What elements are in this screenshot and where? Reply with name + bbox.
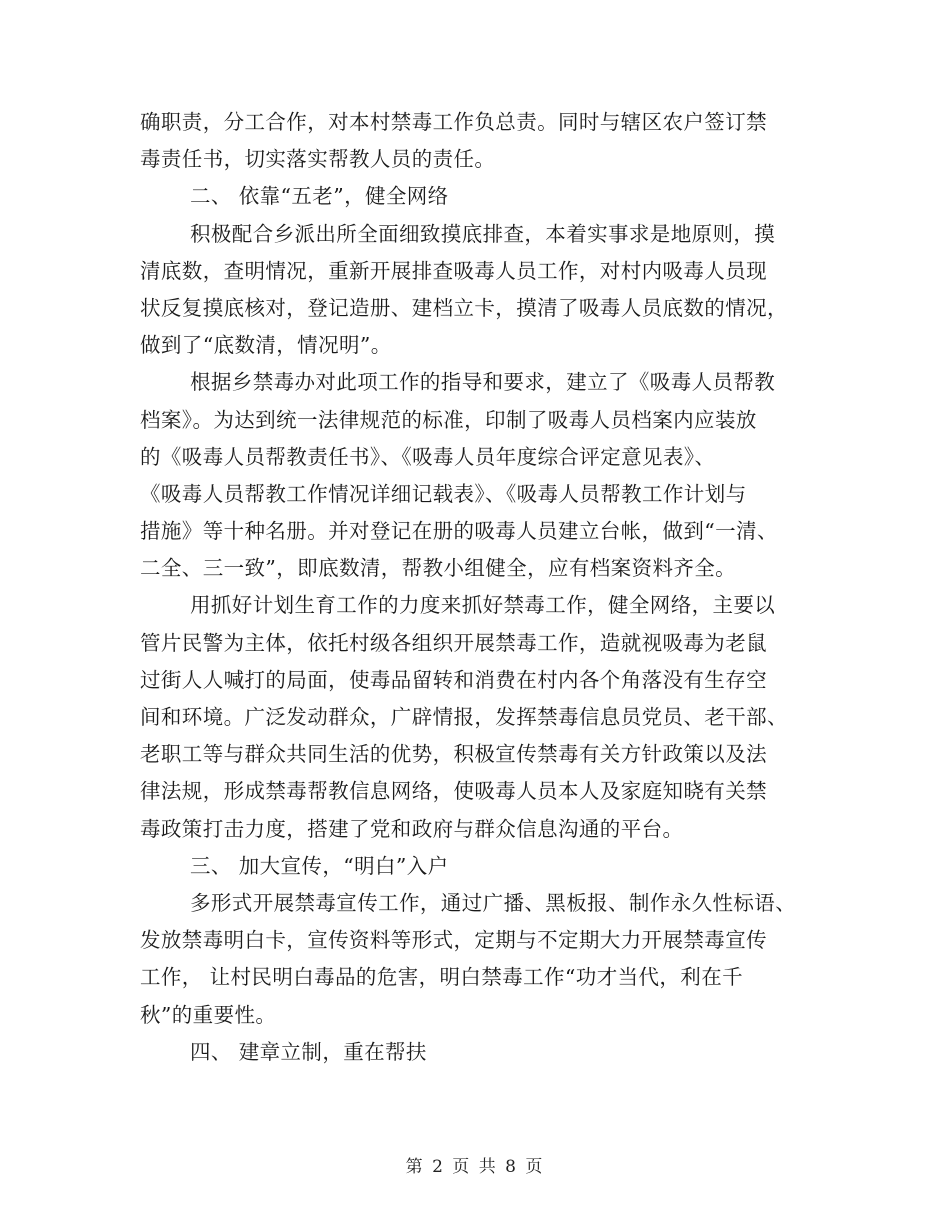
paragraph-line: 的《吸毒人员帮教责任书》、《吸毒人员年度综合评定意见表》、 xyxy=(140,444,716,469)
paragraph-line: 发放禁毒明白卡，宣传资料等形式，定期与不定期大力开展禁毒宣传 xyxy=(140,928,767,953)
paragraph-line: 根据乡禁毒办对此项工作的指导和要求，建立了《吸毒人员帮教 xyxy=(190,370,776,395)
paragraph-line: 律法规，形成禁毒帮教信息网络，使吸毒人员本人及家庭知晓有关禁 xyxy=(140,779,767,804)
section-heading: 三、 加大宣传，“明白”入户 xyxy=(190,853,449,878)
paragraph-line: 毒政策打击力度，搭建了党和政府与群众信息沟通的平台。 xyxy=(140,816,684,841)
paragraph-line: 做到了“底数清，情况明”。 xyxy=(140,333,392,358)
page-number-footer: 第 2 页 共 8 页 xyxy=(405,1157,545,1177)
paragraph-line: 工作， 让村民明白毒品的危害，明白禁毒工作“功才当代，利在千 xyxy=(140,965,743,990)
paragraph-line: 间和环境。广泛发动群众，广辟情报，发挥禁毒信息员党员、老干部、 xyxy=(140,705,788,729)
paragraph-line: 二全、三一致”，即底数清，帮教小组健全，应有档案资料齐全。 xyxy=(140,556,737,581)
paragraph-line: 《吸毒人员帮教工作情况详细记载表》、《吸毒人员帮教工作计划与 xyxy=(140,481,747,506)
paragraph-line: 措施》等十种名册。并对登记在册的吸毒人员建立台帐，做到“一清、 xyxy=(140,519,778,544)
paragraph-line: 秋”的重要性。 xyxy=(140,1002,277,1027)
paragraph-line: 状反复摸底核对，登记造册、建档立卡，摸清了吸毒人员底数的情况， xyxy=(140,295,788,320)
paragraph-line: 积极配合乡派出所全面细致摸底排查，本着实事求是地原则，摸 xyxy=(190,221,776,246)
section-heading: 四、 建章立制，重在帮扶 xyxy=(190,1039,427,1064)
paragraph-line: 毒责任书，切实落实帮教人员的责任。 xyxy=(140,147,496,172)
paragraph-line: 多形式开展禁毒宣传工作，通过广播、黑板报、制作永久性标语、 xyxy=(190,890,797,915)
paragraph-line: 确职责，分工合作，对本村禁毒工作负总责。同时与辖区农户签订禁 xyxy=(140,110,767,134)
paragraph-line: 用抓好计划生育工作的力度来抓好禁毒工作，健全网络，主要以 xyxy=(190,593,776,618)
paragraph-line: 清底数，查明情况，重新开展排查吸毒人员工作，对村内吸毒人员现 xyxy=(140,258,767,283)
section-heading: 二、 依靠“五老”，健全网络 xyxy=(190,184,449,209)
paragraph-line: 过街人人喊打的局面，使毒品留转和消费在村内各个角落没有生存空 xyxy=(140,667,767,692)
paragraph-line: 老职工等与群众共同生活的优势，积极宣传禁毒有关方针政策以及法 xyxy=(140,742,767,767)
document-body xyxy=(140,104,820,1071)
paragraph-line: 档案》。为达到统一法律规范的标准，印制了吸毒人员档案内应装放 xyxy=(140,407,757,432)
paragraph-line: 管片民警为主体，依托村级各组织开展禁毒工作，造就视吸毒为老鼠 xyxy=(140,630,767,655)
